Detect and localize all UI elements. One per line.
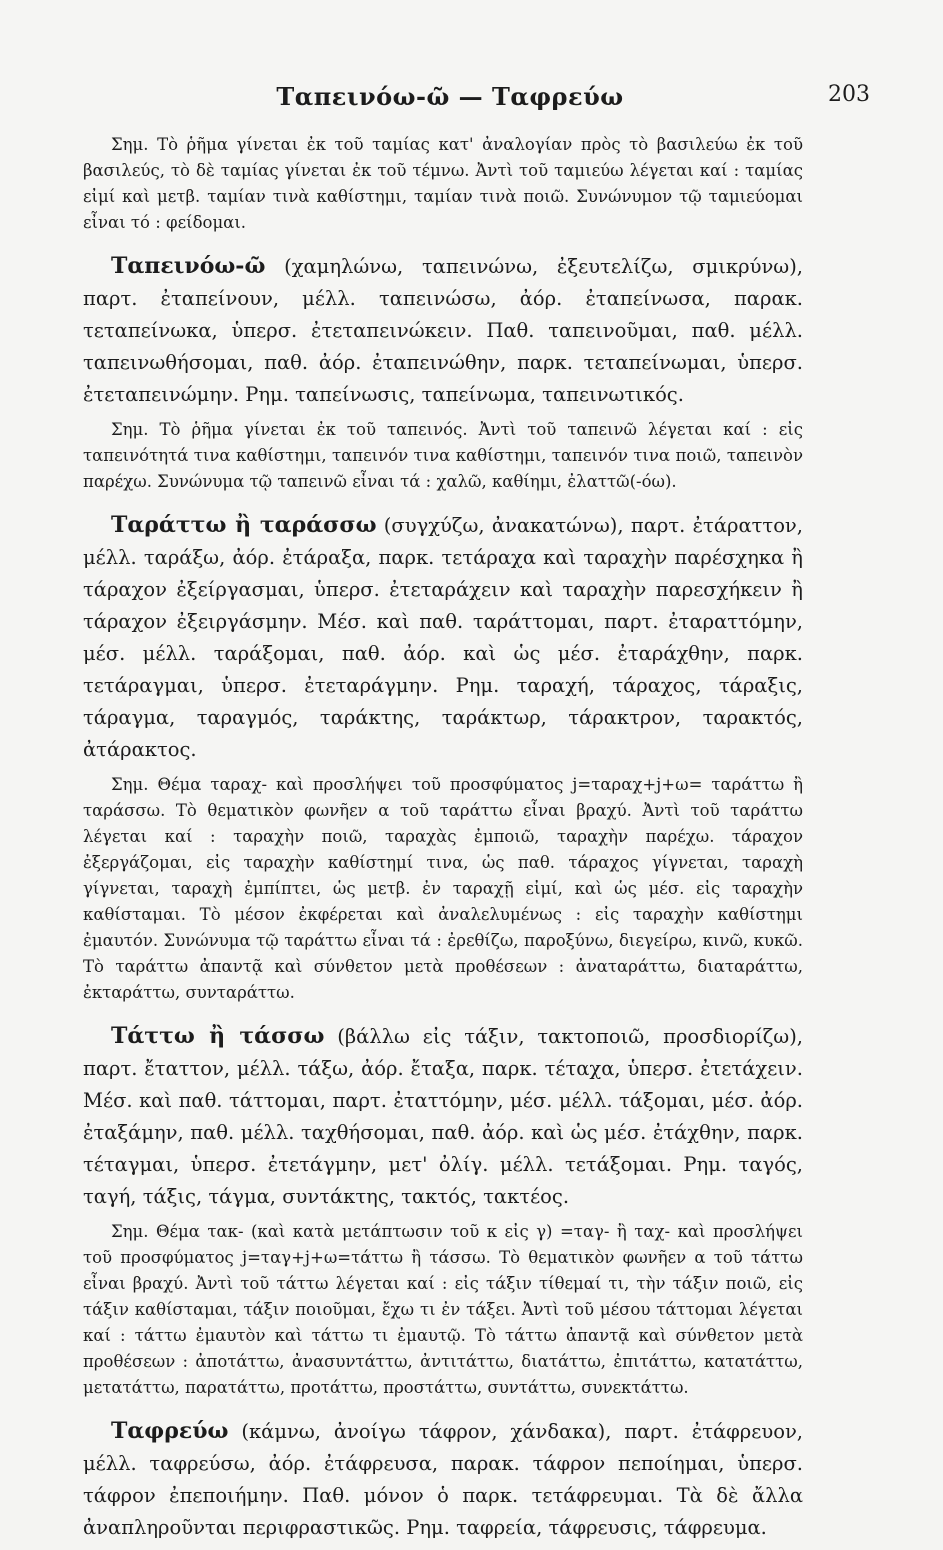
note-tapeinoo	[83, 417, 803, 495]
entry-text: (κάμνω, ἀνοίγω τάφρον, χάνδακα), παρτ. ἐτάφρευον, μέλλ. ταφρεύσω, ἀόρ. ἐτάφρευσα, παρακ. τάφρον πεποίημαι, ὑπερσ. τάφρον ἐπεποιήμην. Παθ. μόνον ὁ παρκ. τετάφρευμαι. Τὰ δὲ ἄλλα ἀναπληροῦνται περιφραστικῶς. Ρημ. ταφρεία, τάφρευσις, τάφρευμα.	[83, 1420, 803, 1539]
entry-text: (συγχύζω, ἀνακατώνω), παρτ. ἐτάραττον, μέλλ. ταράξω, ἀόρ. ἐτάραξα, παρκ. τετάραχα καὶ ταραχὴν παρέσχηκα ἢ τάραχον ἐξείργασμαι, ὑπερσ. ἐτεταράχειν καὶ ταραχὴν παρεσχήκειν ἢ τάραχον ἐξειργάσμην. Μέσ. καὶ παθ. ταράττομαι, παρτ. ἐταραττόμην, μέσ. μέλλ. ταράξομαι, παθ. ἀόρ. καὶ ὡς μέσ. ἐταράχθην, παρκ. τετάραγμαι, ὑπερσ. ἐτεταράγμην. Ρημ. ταραχή, τάραχος, τάραξις, τάραγμα, ταραγμός, ταράκτης, ταράκτωρ, τάρακτρον, ταρακτός, ἀτάρακτος.	[83, 514, 803, 761]
entry-text: (χαμηλώνω, ταπεινώνω, ἐξευτελίζω, σμικρύνω), παρτ. ἐταπείνουν, μέλλ. ταπεινώσω, ἀόρ. ἐταπείνωσα, παρακ. τεταπείνωκα, ὑπερσ. ἐτεταπεινώκειν. Παθ. ταπεινοῦμαι, παθ. μέλλ. ταπεινωθήσομαι, παθ. ἀόρ. ἐταπεινώθην, παρκ. τεταπείνωμαι, ὑπερσ. ἐτεταπεινώμην. Ρημ. ταπείνωσις, ταπείνωμα, ταπεινωτικός.	[83, 255, 803, 406]
note-tamieuo	[83, 132, 803, 236]
entry-tapeinoo	[83, 250, 803, 411]
page-body	[83, 132, 803, 1550]
lemma: Ταπεινόω-ῶ	[111, 253, 266, 279]
page-header	[80, 82, 870, 122]
lemma: Ταράττω ἢ ταράσσω	[111, 512, 377, 538]
note-taratto	[83, 772, 803, 1006]
page-number: 203	[828, 82, 870, 107]
entry-taratto	[83, 509, 803, 766]
note-text: Σημ. Θέμα ταραχ- καὶ προσλήψει τοῦ προσφύματος j=ταραχ+j+ω= ταράττω ἢ ταράσσω. Τὸ θεματικὸν φωνῆεν α τοῦ ταράττω εἶναι βραχύ. Ἀντὶ τοῦ ταράττω λέγεται καί : ταραχὴν ποιῶ, ταραχὰς ἐμποιῶ, ταραχὴν παρέχω. τάραχον ἐξεργάζομαι, εἰς ταραχὴν καθίστημί τινα, ὡς παθ. τάραχος γίγνεται, ταραχὴ γίγνεται, ταραχὴ ἐμπίπτει, ὡς μετβ. ἐν ταραχῇ εἰμί, καὶ ὡς μέσ. εἰς ταραχὴν καθίσταμαι. Τὸ μέσον ἐκφέρεται καὶ ἀναλελυμένως : εἰς ταραχὴν καθίστημι ἐμαυτόν. Συνώνυμα τῷ ταράττω εἶναι τά : ἐρεθίζω, παροξύνω, διεγείρω, κινῶ, κυκῶ. Τὸ ταράττω ἀπαντᾷ καὶ σύνθετον μετὰ προθέσεων : ἀναταράττω, διαταράττω, ἐκταράττω, συνταράττω.	[83, 775, 803, 1002]
lemma: Τάττω ἢ τάσσω	[111, 1023, 325, 1049]
note-text: Σημ. Τὸ ῥῆμα γίνεται ἐκ τοῦ ταπεινός. Ἀντὶ τοῦ ταπεινῶ λέγεται καί : εἰς ταπεινότητά τινα καθίστημι, ταπεινόν τινα καθίστημι, ταπεινόν τινα ποιῶ, ταπεινὸν παρέχω. Συνώνυμα τῷ ταπεινῶ εἶναι τά : χαλῶ, καθίημι, ἐλαττῶ(-όω).	[83, 420, 803, 491]
note-text: Σημ. Τὸ ῥῆμα γίνεται ἐκ τοῦ ταμίας κατ' ἀναλογίαν πρὸς τὸ βασιλεύω ἐκ τοῦ βασιλεύς, τὸ δὲ ταμίας γίνεται ἐκ τοῦ τέμνω. Ἀντὶ τοῦ ταμιεύω λέγεται καί : ταμίας εἰμί καὶ μετβ. ταμίαν τινὰ καθίστημι, ταμίαν τινὰ ποιῶ. Συνώνυμον τῷ ταμιεύομαι εἶναι τό : φείδομαι.	[83, 135, 803, 232]
entry-tafreuo	[83, 1415, 803, 1544]
lemma: Ταφρεύω	[111, 1418, 229, 1444]
note-text: Σημ. Θέμα τακ- (καὶ κατὰ μετάπτωσιν τοῦ κ εἰς γ) =ταγ- ἢ ταχ- καὶ προσλήψει τοῦ προσφύματος j=ταγ+j+ω=τάττω ἢ τάσσω. Τὸ θεματικὸν φωνῆεν α τοῦ τάττω εἶναι βραχύ. Ἀντὶ τοῦ τάττω λέγεται καί : εἰς τάξιν τίθεμαί τι, τὴν τάξιν ποιῶ, εἰς τάξιν καθίσταμαι, τάξιν ποιοῦμαι, ἔχω τι ἐν τάξει. Ἀντὶ τοῦ μέσου τάττομαι λέγεται καί : τάττω ἐμαυτὸν καὶ τάττω τι ἐμαυτῷ. Τὸ τάττω ἀπαντᾷ καὶ σύνθετον μετὰ προθέσεων : ἀποτάττω, ἀνασυντάττω, ἀντιτάττω, διατάττω, ἐπιτάττω, κατατάττω, μετατάττω, παρατάττω, προτάττω, προστάττω, συντάττω, συνεκτάττω.	[83, 1222, 803, 1397]
entry-tatto	[83, 1020, 803, 1213]
note-tatto	[83, 1219, 803, 1401]
running-head: Ταπεινόω-ῶ — Ταφρεύω	[276, 82, 624, 111]
entry-text: (βάλλω εἰς τάξιν, τακτοποιῶ, προσδιορίζω), παρτ. ἔταττον, μέλλ. τάξω, ἀόρ. ἔταξα, παρκ. τέταχα, ὑπερσ. ἐτετάχειν. Μέσ. καὶ παθ. τάττομαι, παρτ. ἐταττόμην, μέσ. μέλλ. τάξομαι, μέσ. ἀόρ. ἐταξάμην, παθ. μέλλ. ταχθήσομαι, παθ. ἀόρ. καὶ ὡς μέσ. ἐτάχθην, παρκ. τέταγμαι, ὑπερσ. ἐτετάγμην, μετ' ὀλίγ. μέλλ. τετάξομαι. Ρημ. ταγός, ταγή, τάξις, τάγμα, συντάκτης, τακτός, τακτέος.	[83, 1025, 803, 1208]
